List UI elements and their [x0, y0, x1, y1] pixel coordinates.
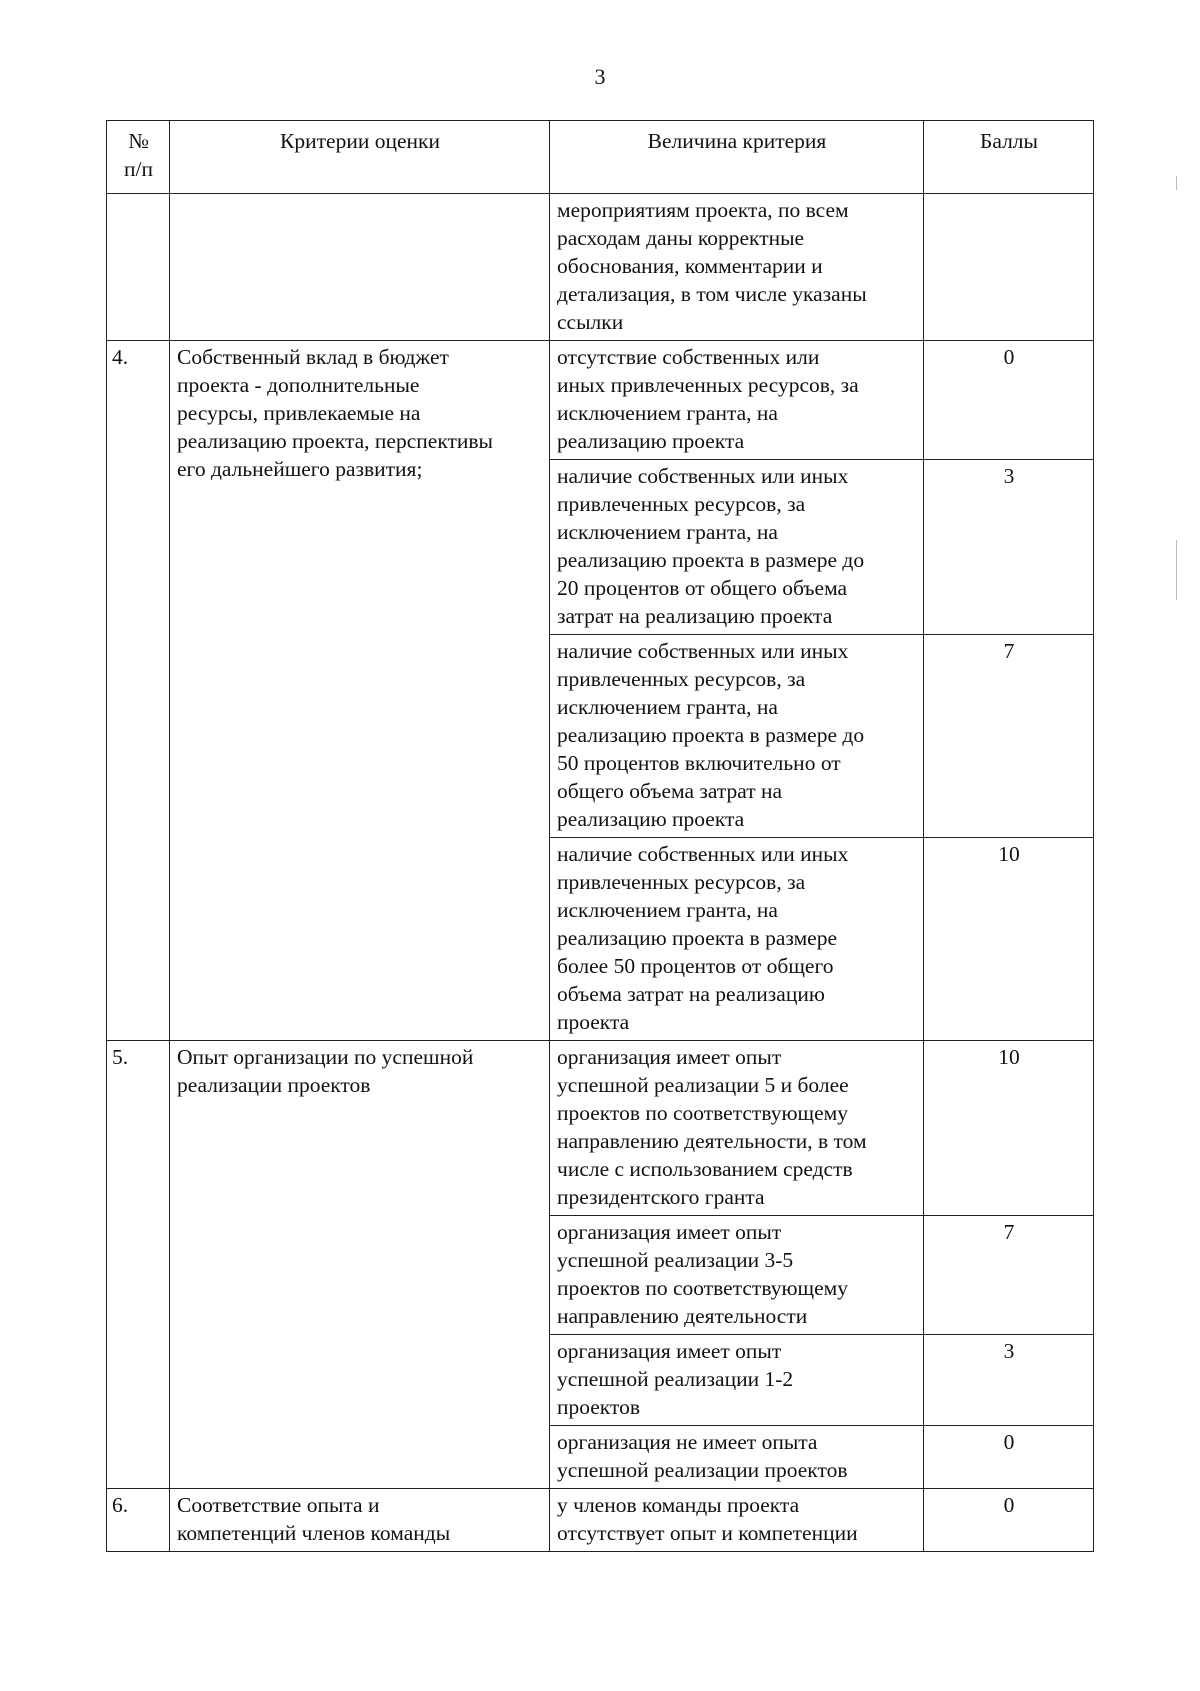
cell-points-empty — [924, 194, 1094, 341]
table-row — [107, 1041, 1094, 1216]
page-number: 3 — [594, 64, 606, 89]
cell-value: организация имеет опыт успешной реализации 1-2 проектов — [550, 1335, 924, 1426]
cell-value: организация имеет опыт успешной реализации 5 и более проектов по соответствующему направлению деятельности, в том числе с использованием средств президентского гранта — [550, 1041, 924, 1216]
cell-value: наличие собственных или иных привлеченных ресурсов, за исключением гранта, на реализацию проекта в размере до 50 процентов включительно от общего объема затрат на реализацию проекта — [550, 635, 924, 838]
scan-edge-mark — [1176, 176, 1177, 190]
cell-value: мероприятиям проекта, по всем расходам даны корректные обоснования, комментарии и детализация, в том числе указаны ссылки — [550, 194, 924, 341]
cell-criteria-empty — [170, 194, 550, 341]
cell-value: наличие собственных или иных привлеченных ресурсов, за исключением гранта, на реализацию проекта в размере более 50 процентов от общего объема затрат на реализацию проекта — [550, 838, 924, 1041]
cell-criteria: Соответствие опыта и компетенций членов команды — [170, 1489, 550, 1552]
header-value: Величина критерия — [550, 121, 924, 194]
header-number: № п/п — [107, 121, 170, 194]
header-points: Баллы — [924, 121, 1094, 194]
scan-edge-mark — [1176, 540, 1177, 600]
cell-value: организация не имеет опыта успешной реализации проектов — [550, 1426, 924, 1489]
cell-points: 10 — [924, 1041, 1094, 1216]
cell-value: наличие собственных или иных привлеченных ресурсов, за исключением гранта, на реализацию проекта в размере до 20 процентов от общего объема затрат на реализацию проекта — [550, 460, 924, 635]
cell-criteria: Собственный вклад в бюджет проекта - дополнительные ресурсы, привлекаемые на реализацию проекта, перспективы его дальнейшего развития; — [170, 341, 550, 1041]
cell-points: 3 — [924, 1335, 1094, 1426]
cell-points: 0 — [924, 1426, 1094, 1489]
table-header-row — [107, 121, 1094, 194]
header-criteria: Критерии оценки — [170, 121, 550, 194]
cell-value: отсутствие собственных или иных привлеченных ресурсов, за исключением гранта, на реализацию проекта — [550, 341, 924, 460]
table-row — [107, 1489, 1094, 1552]
cell-number: 4. — [107, 341, 170, 1041]
cell-number: 6. — [107, 1489, 170, 1552]
criteria-table — [106, 120, 1094, 1552]
cell-points: 0 — [924, 1489, 1094, 1552]
cell-value: организация имеет опыт успешной реализации 3-5 проектов по соответствующему направлению деятельности — [550, 1216, 924, 1335]
cell-number-empty — [107, 194, 170, 341]
cell-value: у членов команды проекта отсутствует опыт и компетенции — [550, 1489, 924, 1552]
cell-criteria: Опыт организации по успешной реализации проектов — [170, 1041, 550, 1489]
table-row — [107, 341, 1094, 460]
cell-points: 3 — [924, 460, 1094, 635]
cell-points: 7 — [924, 1216, 1094, 1335]
cell-points: 7 — [924, 635, 1094, 838]
cell-points: 10 — [924, 838, 1094, 1041]
cell-number: 5. — [107, 1041, 170, 1489]
cell-points: 0 — [924, 341, 1094, 460]
table-row-continuation — [107, 194, 1094, 341]
